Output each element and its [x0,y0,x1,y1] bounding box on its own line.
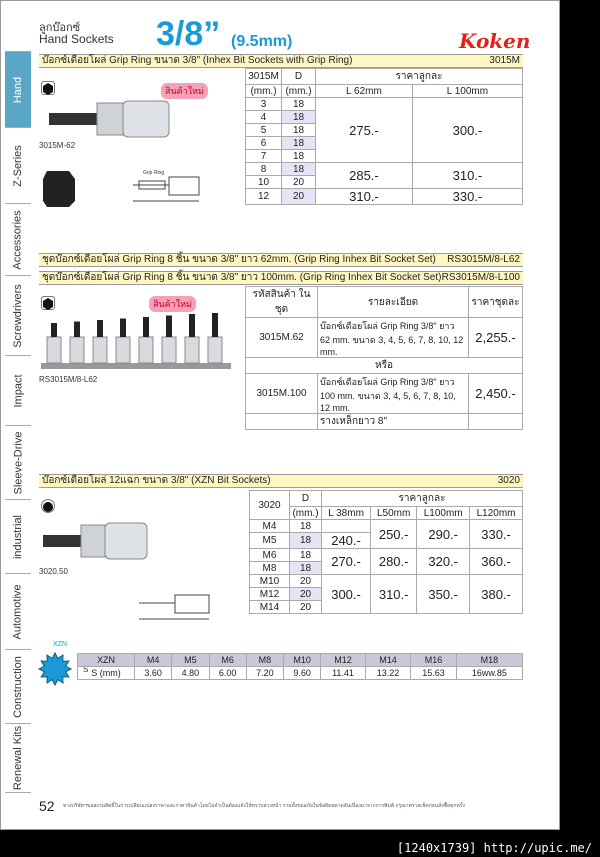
sidebar-tab-impact[interactable]: Impact [5,355,31,425]
table-row: 12 20 310.- 330.- [246,189,523,205]
table-row: 5 18 [246,124,523,137]
sidebar-tab-z-series[interactable]: Z-Series [5,127,31,203]
table-row: 8 18 285.- 310.- [246,163,523,176]
hex-icon [41,81,55,95]
section3-price-table: 3020 D ราคาลูกละ (mm.) L 38mm L50mm L100mm L120mm M4 18 250.- 290.- 330.- M5 18 240.- M6 18 270.- 280.- 320.- 360.- M8 18 M10 20 300.- 310.- 350.- 380.- M12 20 M14 20 [249,490,523,614]
xzn-size-header: XZN [78,654,135,667]
table-row: 10 20 [246,176,523,189]
section2-title-bar-1: ชุดบ๊อกซ์เดือยโผล่ Grip Ring 8 ชิ้น ขนาด 3/8" ยาว 62mm. (Grip Ring Inhex Bit Socket Set) RS3015M/8-L62 [39,253,523,267]
dimension-diagram [129,171,219,205]
table-row: 7 18 [246,150,523,163]
table-row: 6 18 [246,137,523,150]
s-dimension-label: S [83,665,89,674]
socket-set-photo [39,313,235,373]
xzn-size-header: M4 [135,654,172,667]
socket-photo [39,97,189,141]
page-number: 52 [39,798,55,814]
xzn-socket-photo [39,519,159,563]
table-row: M4 18 250.- 290.- 330.- [250,520,523,533]
table-row: M10 20 300.- 310.- 350.- 380.- [250,575,523,588]
diagram-label: Grip Ring [143,170,165,176]
section3-code: 3020 [497,475,520,486]
xzn-star-icon [37,651,73,687]
photo-caption: 3015M-62 [39,141,76,150]
sidebar-tab-sleeve-drive[interactable]: Sleeve-Drive [5,425,31,499]
xzn-size-value: 9.60 [284,667,321,680]
table-row: M14 20 [250,601,523,614]
photo-caption: RS3015M/8-L62 [39,375,98,384]
new-product-badge: สินค้าใหม่ [149,296,196,312]
table-row: 4 18 [246,111,523,124]
xzn-size-value: 15.63 [411,667,457,680]
xzn-size-header: M10 [284,654,321,667]
page-title-mm: (9.5mm) [231,33,293,50]
sidebar-tab-industrial[interactable]: industrial [5,499,31,573]
section3-title: บ๊อกซ์เดือยโผล่ 12แฉก ขนาด 3/8" (XZN Bit Sockets) [42,475,271,486]
xzn-size-value: 16ww.85 [456,667,522,680]
table-row: 3 18 275.- 300.- [246,98,523,111]
sidebar-tab-renewal-kits[interactable]: Renewal Kits [5,723,31,793]
header-subtitle [39,23,114,45]
footnote: ทางบริษัทฯขอสงวนสิทธิ์ในการเปลี่ยนแปลงราคาและราคาสินค้าโดยไม่จำเป็นต้องแจ้งให้ทราบล่วงหน้า รวมทั้งขออภัยในข้อผิดพลาดอันเนื่องมาจากการพิมพ์ กรุณาตรวจเช็คก่อนสั่งซื้อทุกครั้ง [63,803,465,809]
header-en: Hand Sockets [39,32,114,46]
section1-title: บ๊อกซ์เดือยโผล่ Grip Ring ขนาด 3/8" (Inhex Bit Sockets with Grip Ring) [42,55,353,66]
xzn-size-header: M6 [209,654,246,667]
sidebar-tab-automotive[interactable]: Automotive [5,573,31,649]
xzn-size-header: M16 [411,654,457,667]
xzn-dimension-diagram [135,591,219,625]
sidebar-tab-screwdrivers[interactable]: Screwdrivers [5,275,31,355]
xzn-size-value: S (mm) [78,667,135,680]
page-title: 3/8” [156,15,221,53]
table-row: 3015M.62 บ๊อกซ์เดือยโผล่ Grip Ring 3/8" ยาว 62 mm. ขนาด 3, 4, 5, 6, 7, 8, 10, 12 mm. 2,255.- [246,318,523,358]
xzn-size-value: 3.60 [135,667,172,680]
table-row: M12 20 [250,588,523,601]
xzn-size-value: 13.22 [365,667,411,680]
xzn-icon [41,499,55,513]
xzn-size-header: M12 [321,654,365,667]
xzn-size-value: 7.20 [246,667,283,680]
section1-code: 3015M [489,55,520,66]
xzn-size-value: 6.00 [209,667,246,680]
xzn-size-header: M18 [456,654,522,667]
section2-title-bar-2: ชุดบ๊อกซ์เดือยโผล่ Grip Ring 8 ชิ้น ขนาด 3/8" ยาว 100mm. (Grip Ring Inhex Bit Socket Set) RS3015M/8-L100 [39,271,523,285]
xzn-size-header: M5 [172,654,209,667]
photo-caption: 3020.50 [39,567,68,576]
xzn-size-header: M8 [246,654,283,667]
hex-tip-photo [41,169,81,209]
table-row: M5 18 240.- [250,533,523,549]
sidebar-tab-hand[interactable]: Hand [5,51,31,127]
table-row: M8 18 [250,562,523,575]
xzn-size-table [77,653,523,680]
table-row: M6 18 270.- 280.- 320.- 360.- [250,549,523,562]
sidebar-tab-construction[interactable]: Construction [5,649,31,723]
koken-logo: Koken [459,29,531,53]
section1-price-table: 3015M D ราคาลูกละ (mm.) (mm.) L 62mm L 100mm 3 18 275.- 300.- 4 18 5 18 6 18 7 18 8 18 285.- 310.- 10 20 12 20 310.- 330.- [245,68,523,205]
sidebar-tab-accessories[interactable]: Accessories [5,203,31,275]
table-row: 3015M.100 บ๊อกซ์เดือยโผล่ Grip Ring 3/8" ยาว 100 mm. ขนาด 3, 4, 5, 6, 7, 8, 10, 12 mm. 2,450.- [246,374,523,414]
xzn-size-header: M14 [365,654,411,667]
section3-title-bar [39,474,523,488]
xzn-label: XZN [53,641,67,648]
xzn-size-value: 11.41 [321,667,365,680]
xzn-size-value: 4.80 [172,667,209,680]
section1-title-bar [39,54,523,68]
category-sidebar [5,51,31,793]
header-thai: ลูกบ๊อกซ์ [39,22,81,34]
watermark: [1240x1739] http://upic.me/ [396,841,592,855]
section2-set-table: รหัสสินค้า ในชุด รายละเอียด ราคาชุดละ 3015M.62 บ๊อกซ์เดือยโผล่ Grip Ring 3/8" ยาว 62 mm. ขนาด 3, 4, 5, 6, 7, 8, 10, 12 mm. 2,255.- หรือ 3015M.100 บ๊อกซ์เดือยโผล่ Grip Ring 3/8" ยาว 100 mm. ขนาด 3, 4, 5, 6, 7, 8, 10, 12 mm. 2,450.- รางเหล็กยาว 8" [245,286,523,430]
new-product-badge: สินค้าใหม่ [161,83,208,99]
hex-icon [41,296,55,310]
